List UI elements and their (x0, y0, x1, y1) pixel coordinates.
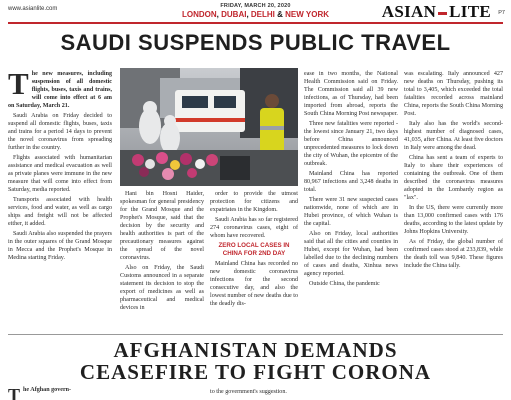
paragraph: order to provide the utmost protection for citizens and expatriates in the Kingdom. (210, 191, 298, 213)
paragraph: China has sent a team of experts to Italy to share their experiences of containing the outbreak. One of them described the coronavirus measures adopted in the Lombardy region as "lax". (404, 155, 503, 201)
paragraph: to the government's suggestion. (210, 389, 287, 395)
news-photo (120, 68, 298, 186)
brand-asian: ASIAN (381, 2, 437, 21)
photo-image (120, 68, 298, 186)
paragraph: Saudi Arabia on Friday decided to suspend all domestic flights, buses, taxis and trains for a period 14 days to prevent the novel coronavirus from spreading further in the country. (8, 113, 112, 151)
paragraph: In the US, there were currently more than 13,000 confirmed cases with 176 deaths, according to the latest update by Johns Hopkins University. (404, 205, 503, 235)
brand-lite: LITE (449, 2, 491, 21)
paragraph: Also on Friday, the Saudi Customs announced in a separate statement its decision to stop the export of medicines as well as pharmaceutical and medical devices in (120, 265, 204, 311)
dropcap: T (8, 70, 29, 101)
masthead-rule (8, 22, 503, 24)
issue-date: FRIDAY, MARCH 20, 2020 (220, 3, 291, 9)
brand-logo (382, 2, 491, 22)
story1-column-3 (210, 190, 298, 332)
paragraph: There were 31 new suspected cases nationwide, none of which are in Hubei province, of which Wuhan is the capital. (304, 197, 398, 227)
paragraph: Mainland China has recorded no new domestic coronavirus infections for the second consecutive day, and also the lowest number of new deaths due to the deadly dis- (210, 261, 298, 307)
paragraph: Three new fatalities were reported - the lowest since January 21, two days before China announced unprecedented measures to lock down the city of Wuhan, the epicentre of the outbreak. (304, 121, 398, 167)
paragraph: Flights associated with humanitarian assistance and medical evacuation as well as private planes were immune in the new measure that will come into effect from Saturday, media reported. (8, 155, 112, 193)
paragraph: As of Friday, the global number of confirmed cases stood at 233,839, while the death toll was 9,840. These figures include the China tally. (404, 239, 503, 269)
city-london: LONDON (181, 10, 217, 19)
story1-column-4 (304, 70, 398, 332)
story2-column-1 (8, 386, 112, 400)
paragraph: Italy also has the world's second-highest number of diagnosed cases, 41,035, after China. At least five doctors in Italy were among the dead. (404, 121, 503, 151)
headline-afghanistan-line-1: AFGHANISTAN DEMANDS (113, 338, 398, 362)
lead-paragraph: The Afghan govern- (8, 386, 112, 394)
paragraph: Saudi Arabia also suspended the prayers in the outer squares of the Grand Mosque in Mecca and the Prophet's Mosque in Medina starting Friday. (8, 231, 112, 261)
page-number: P7 (498, 10, 505, 16)
dropcap: T (8, 386, 21, 400)
headline-afghanistan-line-2: CEASEFIRE TO FIGHT CORONA (79, 360, 432, 384)
city-new-york: NEW YORK (285, 10, 329, 19)
paragraph: was escalating. Italy announced 427 new deaths on Thursday, pushing its total to 3,405, which exceeded the total fatalities recorded across mainland China, reports the South China Morning Post. (404, 71, 503, 117)
paragraph: Saudi Arabia has so far registered 274 coronavirus cases, eight of whom have recovered. (210, 217, 298, 239)
story2-column-3 (210, 388, 310, 400)
paragraph: Also on Friday, local authorities said that all the cities and counties in Hubei, except for Wuhan, had been labelled due to the declining numbers of cases and deaths, Xinhua news agency reported. (304, 231, 398, 277)
story-divider (8, 334, 503, 335)
city-dubai: DUBAI (221, 10, 247, 19)
story1-column-2 (120, 190, 204, 332)
lead-paragraph: The new measures, including suspension of all domestic flights, buses, taxis and trains, will come into effect at 6 am on Saturday, March 21. (8, 70, 112, 109)
edition-cities: LONDON, DUBAI, DELHI & NEW YORK (181, 10, 329, 19)
brand-dash (438, 12, 447, 15)
city-delhi: DELHI (250, 10, 275, 19)
paragraph: Transports associated with health services, food and water, as well as cargo ships and freight will not be affected either, it added. (8, 197, 112, 227)
headline-saudi: SAUDI SUSPENDS PUBLIC TRAVEL (60, 30, 451, 55)
story1-column-5 (404, 70, 503, 332)
subheading-china: ZERO LOCAL CASES IN CHINA FOR 2ND DAY (218, 242, 290, 257)
site-url[interactable]: www.asianlite.com (8, 6, 58, 12)
paragraph: Hani bin Hosni Haider, spokesman for general presidency for the Grand Mosque and the Prophet's Mosque, said that the decision by the security and health authorities is part of the precautionary measures against the spread of the novel coronavirus. (120, 191, 204, 261)
paragraph: ease in two months, the National Health Commission said on Friday. The Commission said all 39 new infections, as of Thursday, had been imported from abroad, reports the South China Morning Post newspaper. (304, 71, 398, 117)
paragraph: Mainland China has reported 80,967 infections and 3,248 deaths in total. (304, 171, 398, 193)
paragraph: Outside China, the pandemic (309, 281, 380, 287)
story1-column-1 (8, 70, 112, 332)
